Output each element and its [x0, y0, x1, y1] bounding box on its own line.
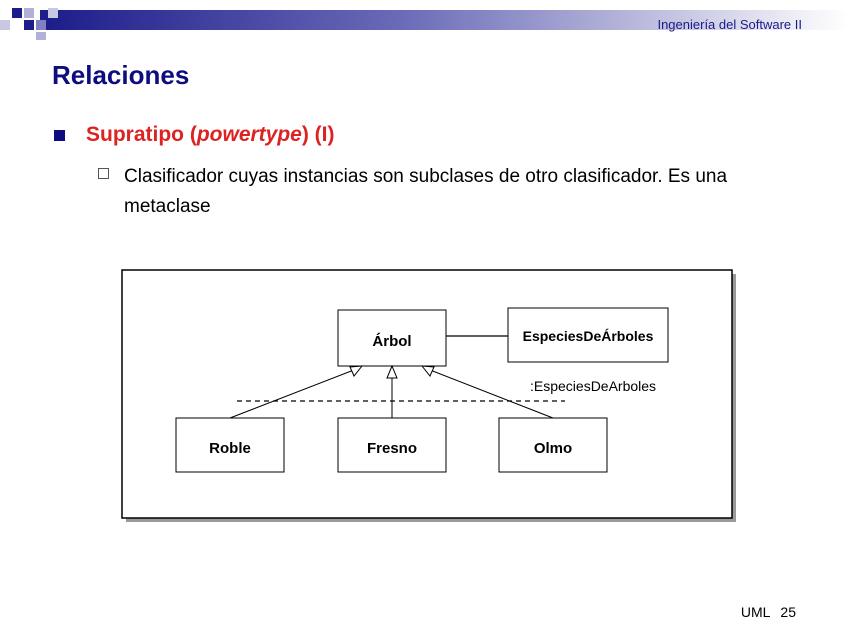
class-name-roble: Roble: [209, 440, 251, 457]
bullet-prefix: Supratipo (: [86, 123, 197, 146]
bullet-definition: Clasificador cuyas instancias son subclases de otro clasificador. Es una metaclase: [124, 166, 728, 217]
slide-title: Relaciones: [52, 60, 190, 90]
footer: [741, 604, 796, 620]
class-name-especies: EspeciesDeÁrboles: [522, 328, 654, 344]
bullet-suffix: ) (I): [301, 123, 335, 146]
class-name-olmo: Olmo: [533, 440, 573, 457]
discriminator-label: :EspeciesDeArboles: [530, 378, 657, 394]
class-name-fresno: Fresno: [366, 440, 418, 457]
page-number: 25: [780, 604, 796, 620]
course-title: Ingeniería del Software II: [657, 17, 802, 32]
bullet-emphasis: powertype: [196, 123, 302, 146]
class-name-arbol: Árbol: [372, 333, 412, 350]
footer-section: UML: [740, 604, 771, 620]
